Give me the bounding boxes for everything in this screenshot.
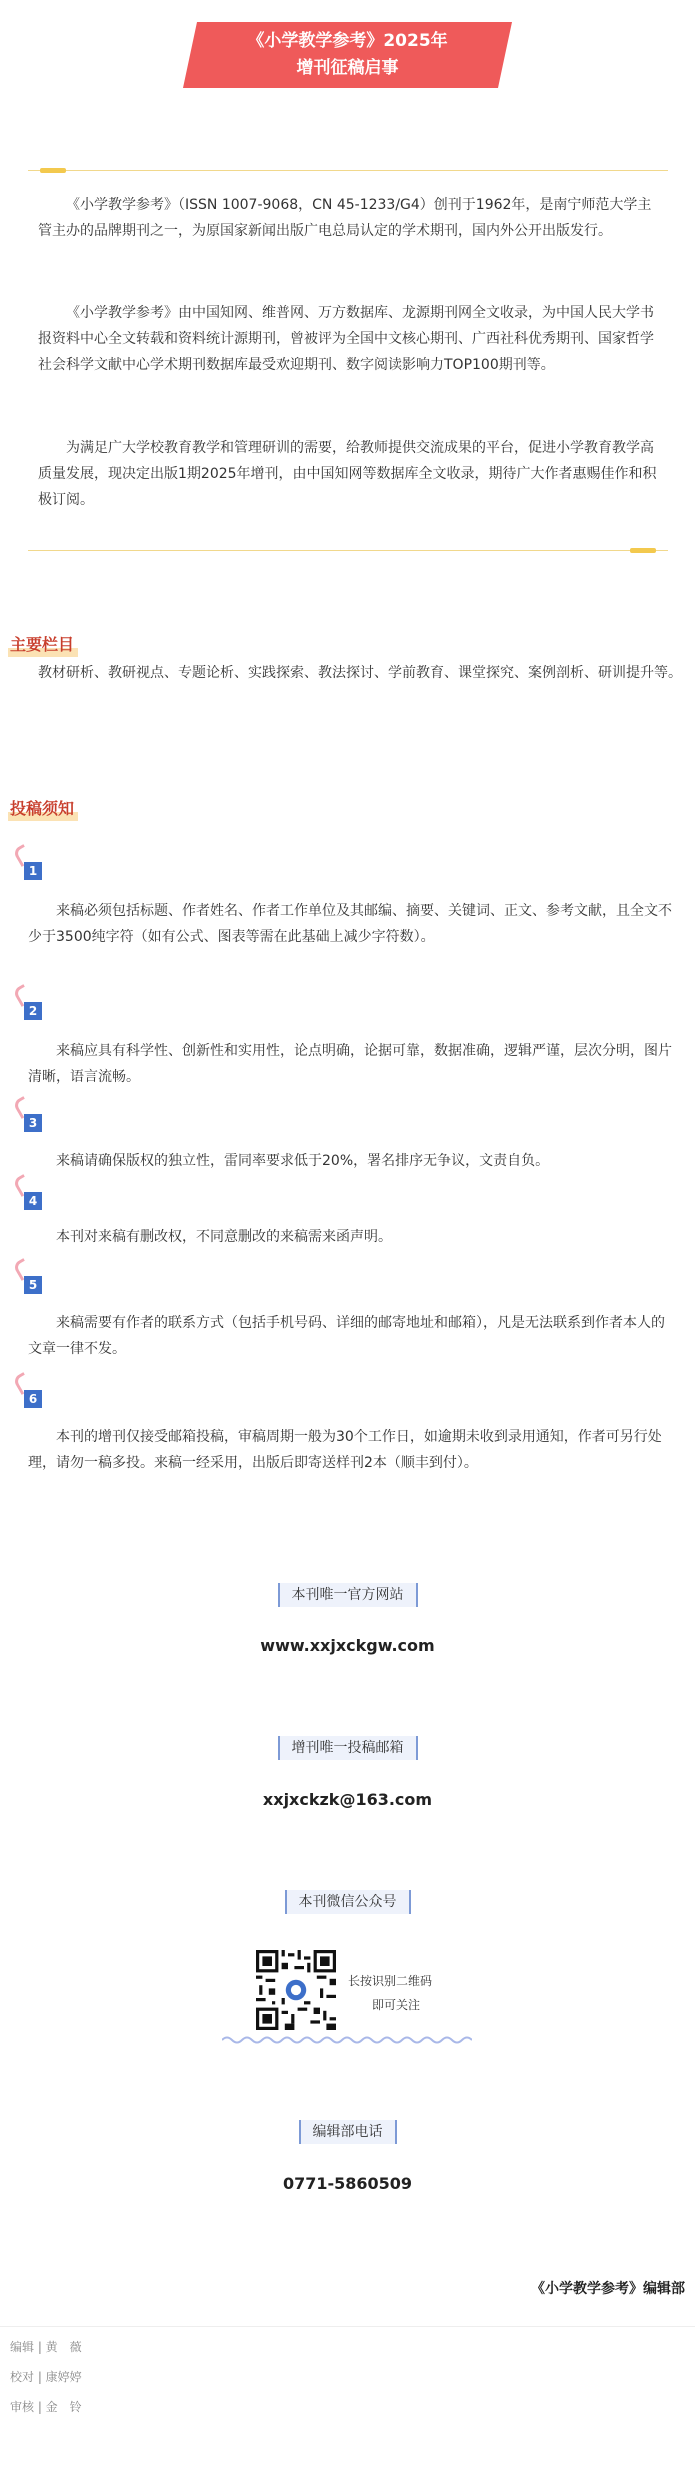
rule-accent <box>40 168 66 173</box>
banner-title <box>190 28 505 82</box>
guideline-item-4: 本刊对来稿有删改权，不同意删改的来稿需来函声明。 <box>56 1229 392 1245</box>
item-number-badge: 1 <box>24 862 42 880</box>
phone-label-tag <box>0 2120 695 2144</box>
credit-reviewer: 审核 | 金 铃 <box>10 2400 82 2414</box>
banner-title-line2: 增刊征稿启事 <box>296 58 399 78</box>
title-banner <box>190 22 505 88</box>
website-link[interactable]: www.xxjxckgw.com <box>260 1636 435 1655</box>
editorial-signature: 《小学教学参考》编辑部 <box>531 2281 685 2297</box>
intro-paragraph-1: 《小学教学参考》（ISSN 1007-9068，CN 45-1233/G4）创刊于1962年，是南宁师范大学主管主办的品牌期刊之一，为原国家新闻出版广电总局认定的学术期刊，国内外公开出版发行。 <box>38 197 652 239</box>
guideline-item-1: 来稿必须包括标题、作者姓名、作者工作单位及其邮编、摘要、关键词、正文、参考文献，且全文不少于3500纯字符（如有公式、图表等需在此基础上减少字符数）。 <box>28 903 672 945</box>
credit-editor: 编辑 | 黄 薇 <box>10 2340 82 2354</box>
item-number-badge: 5 <box>24 1276 42 1294</box>
intro-top-rule <box>28 170 668 171</box>
email-link[interactable]: xxjxckzk@163.com <box>262 1790 433 1809</box>
item-number-badge: 4 <box>24 1192 42 1210</box>
banner-title-line1: 《小学教学参考》2025年 <box>247 31 448 51</box>
guidelines-heading-text: 投稿须知 <box>10 799 75 818</box>
columns-heading <box>10 632 74 655</box>
rule-accent <box>630 548 656 553</box>
intro-bottom-rule <box>28 550 668 551</box>
item-number-badge: 2 <box>24 1002 42 1020</box>
wechat-label-tag <box>0 1890 695 1914</box>
qr-hint-line1: 长按识别二维码 <box>348 1974 433 1988</box>
website-label-tag <box>0 1583 695 1607</box>
phone-label: 编辑部电话 <box>299 2120 397 2144</box>
footer-divider <box>0 2326 695 2327</box>
guidelines-heading <box>10 796 74 819</box>
email-label-tag <box>0 1736 695 1760</box>
guideline-item-3: 来稿请确保版权的独立性，雷同率要求低于20%，署名排序无争议，文责自负。 <box>56 1153 550 1169</box>
wave-divider <box>222 2035 472 2045</box>
guideline-item-6: 本刊的增刊仅接受邮箱投稿，审稿周期一般为30个工作日，如逾期未收到录用通知，作者可另行处理，请勿一稿多投。来稿一经采用，出版后即寄送样刊2本（顺丰到付）。 <box>28 1429 662 1471</box>
item-number-badge: 3 <box>24 1114 42 1132</box>
guideline-item-5: 来稿需要有作者的联系方式（包括手机号码、详细的邮寄地址和邮箱），凡是无法联系到作者本人的文章一律不发。 <box>28 1315 665 1357</box>
website-label: 本刊唯一官方网站 <box>278 1583 418 1607</box>
qr-hint-line2: 即可关注 <box>372 1998 421 2012</box>
guideline-item-2: 来稿应具有科学性、创新性和实用性，论点明确，论据可靠，数据准确，逻辑严谨，层次分明，图片清晰，语言流畅。 <box>28 1043 672 1085</box>
credit-proofreader: 校对 | 康婷婷 <box>10 2370 82 2384</box>
email-label: 增刊唯一投稿邮箱 <box>278 1736 418 1760</box>
phone-number[interactable]: 0771-5860509 <box>282 2174 413 2193</box>
intro-paragraph-2: 《小学教学参考》由中国知网、维普网、万方数据库、龙源期刊网全文收录，为中国人民大学书报资料中心全文转载和资料统计源期刊，曾被评为全国中文核心期刊、广西社科优秀期刊、国家哲学社会科学文献中心学术期刊数据库最受欢迎期刊、数字阅读影响力TOP100期刊等。 <box>38 305 654 373</box>
qr-code-icon[interactable] <box>256 1950 336 2030</box>
item-number-badge: 6 <box>24 1390 42 1408</box>
wechat-label: 本刊微信公众号 <box>285 1890 411 1914</box>
columns-heading-text: 主要栏目 <box>10 635 75 654</box>
intro-paragraph-3: 为满足广大学校教育教学和管理研训的需要，给教师提供交流成果的平台，促进小学教育教学高质量发展，现决定出版1期2025年增刊，由中国知网等数据库全文收录，期待广大作者惠赐佳作和积极订阅。 <box>38 440 657 508</box>
columns-body: 教材研析、教研视点、专题论析、实践探索、教法探讨、学前教育、课堂探究、案例剖析、研训提升等。 <box>38 665 682 681</box>
